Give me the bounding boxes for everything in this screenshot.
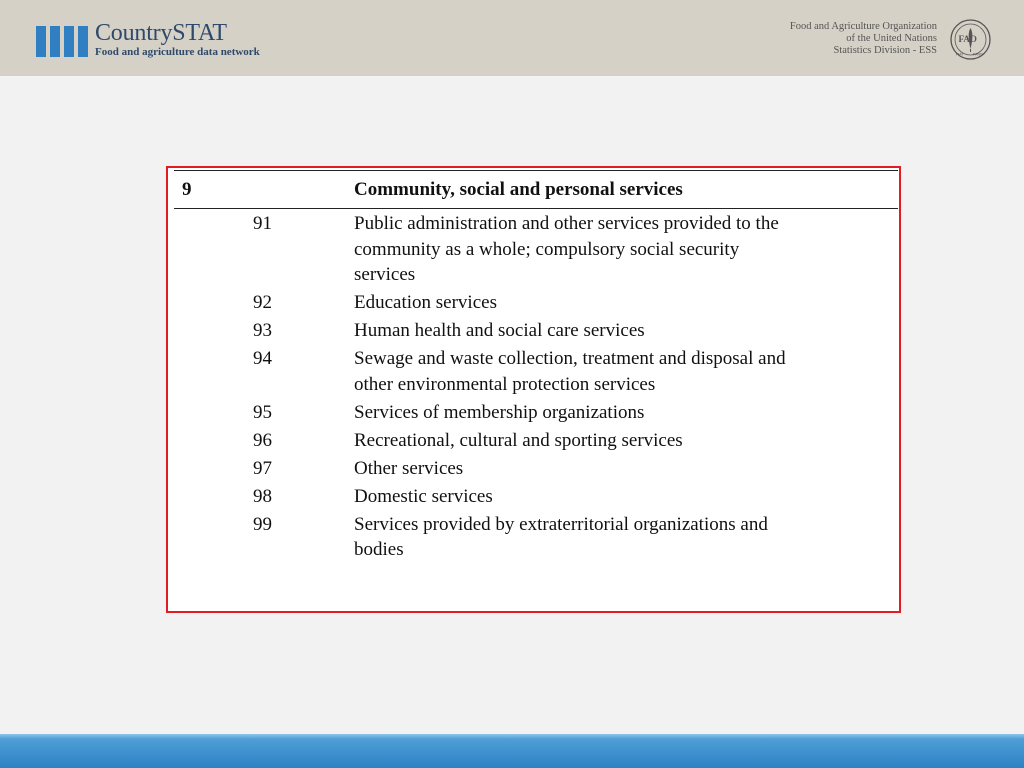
row-description	[354, 346, 786, 397]
org-line: Statistics Division - ESS	[833, 45, 937, 56]
logo-motto-fiat: FIAT	[956, 52, 964, 57]
row-description	[354, 484, 493, 510]
table-header-rule	[174, 208, 898, 209]
row-code: 95	[253, 401, 272, 423]
description-line: Human health and social care services	[354, 320, 645, 341]
description-line: Services provided by extraterritorial organizations and	[354, 513, 768, 535]
row-description	[354, 318, 645, 344]
organization-name	[790, 21, 937, 57]
row-description	[354, 400, 644, 426]
footer-bar	[0, 734, 1024, 768]
row-code: 96	[253, 429, 272, 451]
brand-name: CountrySTAT	[95, 20, 227, 46]
description-line: Sewage and waste collection, treatment and disposal and	[354, 348, 786, 369]
row-code: 98	[253, 485, 272, 507]
description-line: Recreational, cultural and sporting services	[354, 429, 683, 451]
description-line: community as a whole; compulsory social security	[354, 238, 740, 260]
table-top-rule	[174, 170, 898, 171]
description-line: other environmental protection services	[354, 373, 656, 395]
description-line: Education services	[354, 292, 497, 313]
description-line: Other services	[354, 457, 464, 479]
description-line: services	[354, 264, 416, 285]
row-code: 94	[253, 348, 272, 369]
countrystat-logo-icon	[36, 26, 88, 57]
row-code: 92	[253, 292, 272, 313]
description-line: Public administration and other services provided to the	[354, 213, 779, 234]
logo-motto-panis: PANIS	[973, 52, 984, 57]
brand-tagline: Food and agriculture data network	[95, 46, 260, 58]
classification-table-frame	[166, 166, 901, 613]
row-code: 99	[253, 513, 272, 535]
logo-letter-f: FAO	[958, 34, 977, 44]
header-bar	[0, 0, 1024, 76]
fao-logo-icon	[950, 19, 991, 60]
org-line: of the United Nations	[846, 33, 937, 44]
division-title: Community, social and personal services	[354, 179, 683, 200]
row-description	[354, 211, 779, 288]
description-line: Services of membership organizations	[354, 401, 645, 423]
row-code: 97	[253, 457, 272, 479]
division-code: 9	[182, 179, 192, 200]
row-description	[354, 512, 768, 563]
row-code: 91	[253, 213, 272, 234]
row-code: 93	[253, 320, 272, 341]
description-line: bodies	[354, 539, 404, 560]
org-line: Food and Agriculture Organization	[789, 21, 937, 32]
description-line: Domestic services	[354, 485, 493, 507]
row-description	[354, 428, 683, 454]
row-description	[354, 290, 497, 316]
row-description	[354, 456, 463, 482]
